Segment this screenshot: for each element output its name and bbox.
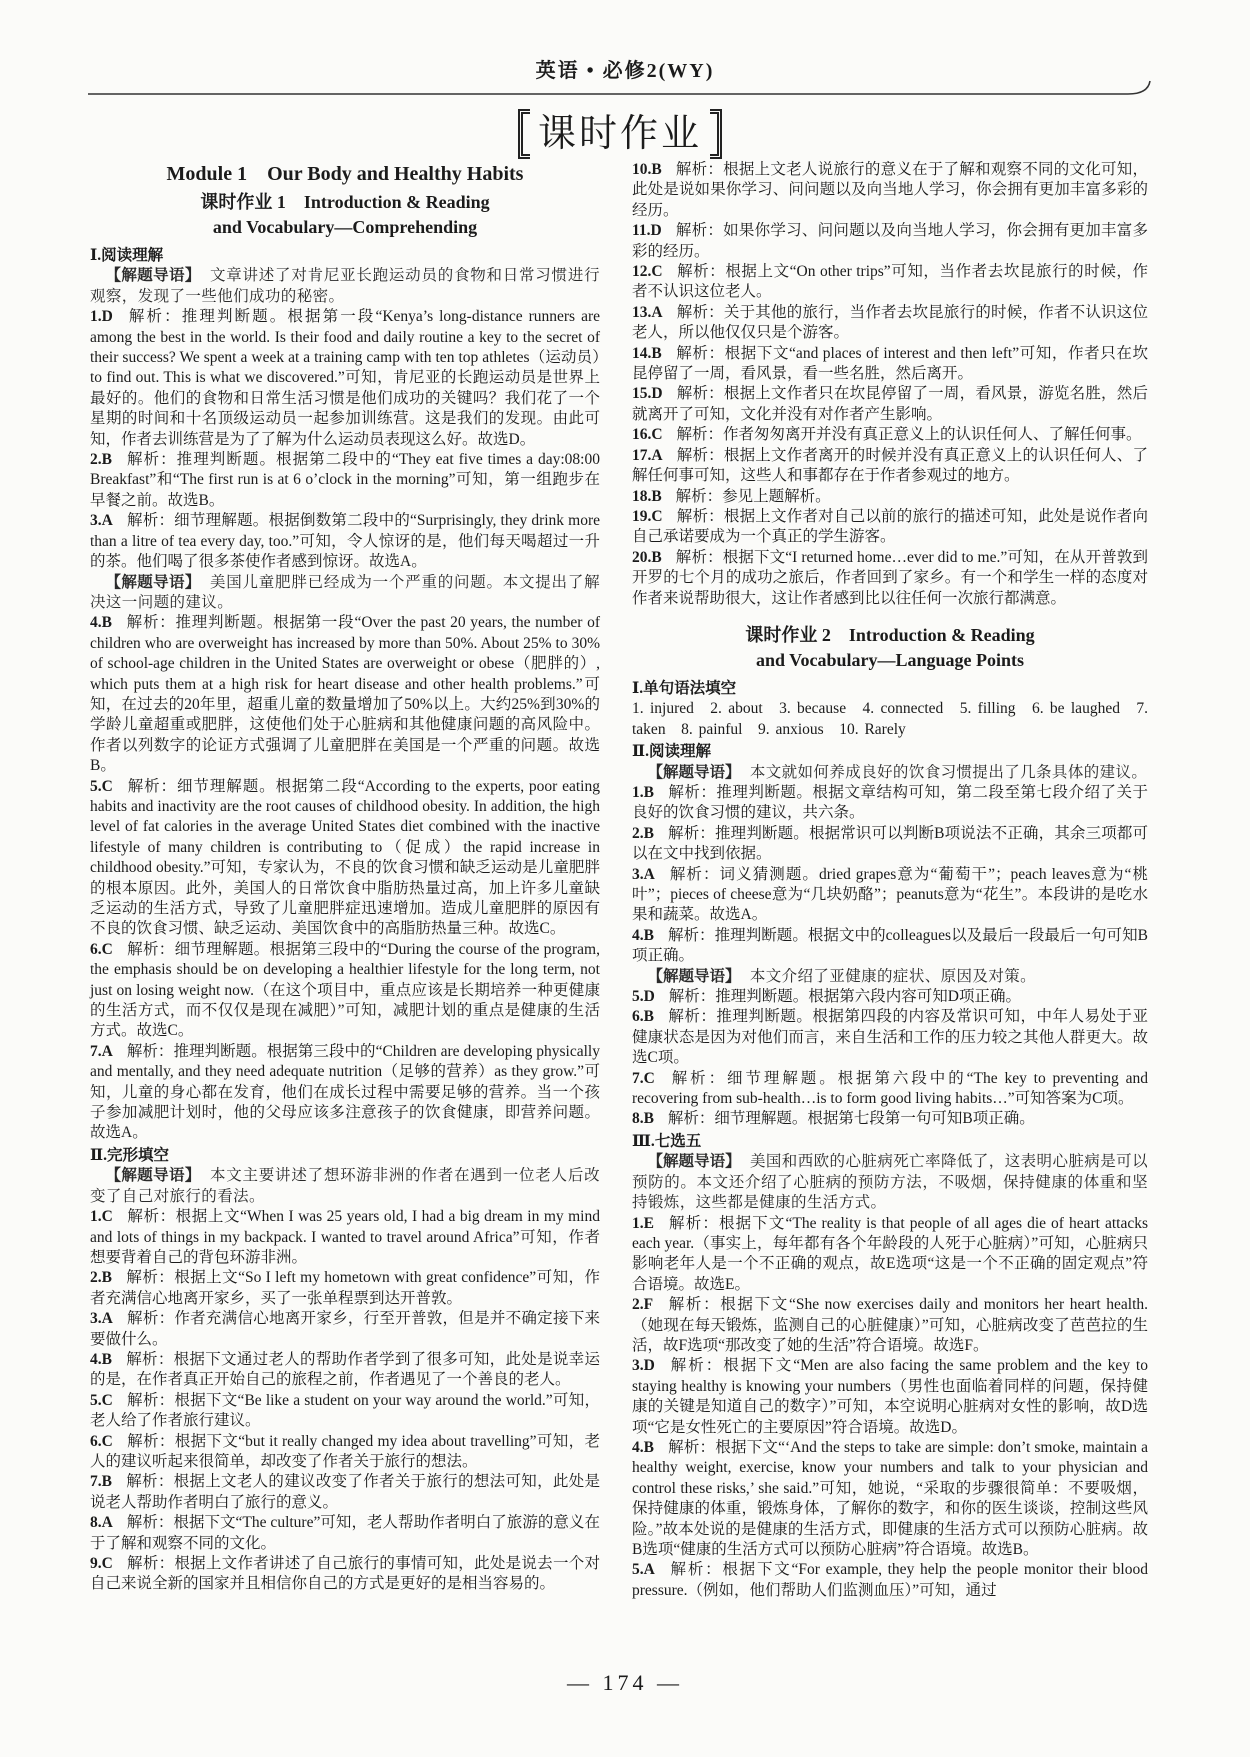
answer-item bbox=[632, 783, 1148, 824]
answer-explanation: 解析：根据上文作者离开的时候并没有真正意义上的认识任何人、了解任何事可知，这些人和事都存在于作者参观过的地方。 bbox=[632, 446, 1148, 485]
answer-explanation: 解析：细节理解题。根据第六段中的“The key to preventing and recovering from sub-health…is to form good living habits…”可知答案为C项。 bbox=[632, 1069, 1148, 1108]
answer-number: 2.B bbox=[90, 1269, 112, 1287]
answer-explanation: 解析：根据上文“When I was 25 years old, I had a big dream in my mind and lots of things in my backpack. I wanted to travel around Africa”可知，作者想要背着自己的背包环游非洲。 bbox=[90, 1208, 600, 1266]
answer-explanation: 解析：参见上题解析。 bbox=[675, 487, 831, 505]
answer-number: 6.B bbox=[632, 1008, 654, 1026]
answer-explanation: 解析：如果你学习、问问题以及向当地人学习，你会拥有更加丰富多彩的经历。 bbox=[632, 222, 1148, 260]
page-number: — 174 — bbox=[567, 1670, 683, 1695]
answer-number: 17.A bbox=[632, 446, 663, 464]
answer-number: 1.E bbox=[632, 1214, 654, 1232]
answer-explanation: 解析：根据下文“and places of interest and then left”可知，作者只在坎昆停留了一周，看风景，看一些名胜，然后离开。 bbox=[632, 344, 1148, 383]
guide-label: 【解题导语】 bbox=[647, 763, 741, 781]
answer-number: 4.B bbox=[632, 1438, 654, 1456]
answer-item bbox=[632, 987, 1148, 1007]
answer-item bbox=[632, 1560, 1148, 1601]
answer-item bbox=[632, 303, 1148, 344]
answer-explanation: 解析：推理判断题。根据第一段“Over the past 20 years, the number of children who are overweight has increased by more than 50%. About 25% to 30% of school-age children in the United States are overweight or obese（肥胖的）, which puts them at a high risk for heart disease and other health problems.”可知，在过去的20年里，超重儿童的数量增加了50%以上。大约25%到30%的学龄儿童超重或肥胖，这使他们处于心脏病和其他健康问题的高风险中。作者以列数字的论证方式强调了儿童肥胖在美国是一个严重的问题。故选B。 bbox=[90, 614, 600, 775]
answer-item bbox=[632, 160, 1148, 221]
answer-number: 2.F bbox=[632, 1296, 654, 1314]
answer-item bbox=[632, 446, 1148, 487]
answer-explanation: 解析：根据下文“She now exercises daily and monitors her heart health.（她现在每天锻炼，监测自己的心脏健康）”可知，心脏病改变了芭芭拉的生活，故F选项“那改变了她的生活”符合语境。故选F。 bbox=[632, 1296, 1148, 1354]
answer-number: 20.B bbox=[632, 548, 662, 566]
answer-number: 3.A bbox=[90, 512, 113, 530]
answer-item bbox=[90, 1391, 600, 1432]
answer-explanation: 解析：推理判断题。根据常识可以判断B项说法不正确，其余三项都可以在文中找到依据。 bbox=[632, 824, 1148, 863]
answer-number: 4.B bbox=[90, 614, 112, 632]
answer-explanation: 解析：根据下文“Men are also facing the same problem and the key to staying healthy is knowing your numbers（男性也面临着同样的问题，保持健康的关键是知道自己的数字）”可知，本空说明心脏病对女性的影响，故D选项“它是女性死亡的主要原因”符合语境。故选D。 bbox=[632, 1357, 1148, 1436]
banner bbox=[518, 106, 722, 162]
answer-number: 5.C bbox=[90, 1391, 113, 1409]
lesson-subtitle: and Vocabulary—Comprehending bbox=[212, 217, 478, 237]
answer-number: 8.A bbox=[90, 1514, 113, 1532]
answer-explanation: 解析：推理判断题。根据第三段中的“Children are developing physically and mentally, and they need adequate nutrition（足够的营养）as they grow.”可知，儿童的身心都在发育，他们在成长过程中需要足够的营养。当一个孩子参加减肥计划时，他的父母应该多注意孩子的饮食健康，即营养问题。故选A。 bbox=[90, 1042, 600, 1142]
guide-label: 【解题导语】 bbox=[105, 1167, 201, 1185]
answer-item bbox=[632, 1007, 1148, 1068]
answer-item bbox=[90, 613, 600, 776]
answer-explanation: 解析：根据上文老人说旅行的意义在于了解和观察不同的文化可知，此处是说如果你学习、问问题以及向当地人学习，你会拥有更加丰富多彩的经历。 bbox=[632, 161, 1148, 219]
answer-number: 7.B bbox=[90, 1473, 112, 1491]
answer-explanation: 解析：根据上文作者只在坎昆停留了一周，看风景，游览名胜，然后就离开了可知，文化并没有对作者产生影响。 bbox=[632, 385, 1148, 423]
answer-item bbox=[632, 221, 1148, 262]
solution-guide bbox=[90, 573, 600, 614]
answer-item bbox=[632, 507, 1148, 548]
answer-item bbox=[90, 307, 600, 450]
left-bracket bbox=[518, 109, 530, 159]
answer-explanation: 解析：推理判断题。根据第一段“Kenya’s long-distance runners are among the best in the world. Is their food and daily routine a key to the secret of their success? We spent a week at a training camp with ten top athletes（运动员）to find out. This is what we discovered.”可知，肯尼亚的长跑运动员是世界上最好的。他们的食物和日常生活习惯是他们成功的关键吗？我们花了一个星期的时间和十名顶级运动员一起参加训练营。这是我们的发现。由此可知，作者去训练营是为了了解为什么运动员表现这么好。故选D。 bbox=[90, 308, 600, 448]
banner-title: 课时作业 bbox=[537, 113, 702, 155]
section-heading: Ⅱ.完形填空 bbox=[90, 1146, 169, 1164]
answer-item bbox=[632, 1069, 1148, 1110]
answer-explanation: 解析：推理判断题。根据第四段的内容及常识可知，中年人易处于亚健康状态是因为对他们而言，来自生活和工作的压力较之其他人群更大。故选C项。 bbox=[632, 1008, 1148, 1067]
solution-guide bbox=[90, 266, 600, 307]
answer-explanation: 解析：根据下文“The culture”可知，老人帮助作者明白了旅游的意义在于了解和观察不同的文化。 bbox=[90, 1514, 600, 1552]
answer-number: 6.C bbox=[90, 940, 113, 958]
answer-number: 3.D bbox=[632, 1357, 655, 1375]
answer-number: 1.C bbox=[90, 1208, 113, 1226]
answer-item bbox=[632, 425, 1148, 445]
answer-item bbox=[632, 487, 1148, 507]
answer-item bbox=[90, 1268, 600, 1309]
answer-explanation: 解析：根据下文“Be like a student on your way around the world.”可知，老人给了作者旅行建议。 bbox=[90, 1391, 600, 1430]
answer-number: 18.B bbox=[632, 487, 662, 505]
answer-explanation: 解析：根据下文“For example, they help the people monitor their blood pressure.（例如，他们帮助人们监测血压）”可知，通过 bbox=[632, 1561, 1148, 1599]
answer-item bbox=[90, 1432, 600, 1473]
answer-explanation: 解析：细节理解题。根据第三段中的“During the course of the program, the emphasis should be on developing a healthier lifestyle for the long term, not just on losing weight now.（在这个项目中，重点应该是长期培养一种更健康的生活方式，而不仅仅是现在减肥）”可知，减肥计划的重点是健康的生活方式。故选C。 bbox=[90, 940, 600, 1040]
fill-in-answers: 1. injured 2. about 3. because 4. connected 5. filling 6. be laughed 7. taken 8. painful 9. anxious 10. Rarely bbox=[632, 700, 1148, 738]
answer-explanation: 解析：作者充满信心地离开家乡，行至开普敦，但是并不确定接下来要做什么。 bbox=[90, 1310, 600, 1348]
answer-explanation: 解析：根据下文“I returned home…ever did to me.”可知，在从开普敦到开罗的七个月的成功之旅后，作者回到了家乡。有一个和学生一样的态度对作者来说帮助很大，这让作者感到比以往任何一次旅行都满意。 bbox=[632, 548, 1148, 607]
answer-item bbox=[90, 450, 616, 511]
answer-item bbox=[632, 344, 1148, 385]
answer-number: 9.C bbox=[90, 1555, 113, 1572]
answer-number: 4.B bbox=[632, 926, 654, 944]
answer-number: 7.A bbox=[90, 1042, 113, 1060]
answer-number: 1.B bbox=[632, 783, 654, 801]
answer-item bbox=[632, 926, 1148, 967]
answer-number: 6.C bbox=[90, 1432, 113, 1450]
answer-number: 2.B bbox=[90, 451, 112, 469]
answer-item bbox=[632, 865, 1148, 926]
answer-explanation: 解析：细节理解题。根据倒数第二段中的“Surprisingly, they drink more than a litre of tea every day, too.”可知，令人惊讶的是，他们每天喝超过一升的茶。他们喝了很多茶使作者感到惊讶。故选A。 bbox=[90, 512, 600, 571]
answer-explanation: 解析：根据下文通过老人的帮助作者学到了很多可知，此处是说幸运的是，在作者真正开始自己的旅程之前，作者遇见了一个善良的老人。 bbox=[90, 1350, 600, 1389]
header-rule bbox=[0, 78, 1250, 104]
answer-number: 3.A bbox=[90, 1310, 113, 1328]
guide-label: 【解题导语】 bbox=[647, 967, 741, 985]
answer-item bbox=[90, 1309, 600, 1350]
answer-number: 15.D bbox=[632, 385, 663, 403]
solution-guide bbox=[90, 1166, 600, 1207]
solution-guide bbox=[632, 763, 1148, 783]
answer-item bbox=[90, 1513, 600, 1554]
guide-label: 【解题导语】 bbox=[105, 573, 201, 591]
answer-item bbox=[632, 824, 1148, 865]
answer-number: 13.A bbox=[632, 303, 663, 321]
answer-item bbox=[632, 1356, 1148, 1438]
guide-label: 【解题导语】 bbox=[647, 1153, 741, 1171]
solution-guide bbox=[632, 967, 1148, 987]
answer-item bbox=[632, 384, 1148, 425]
right-column bbox=[632, 160, 1148, 1660]
right-bracket bbox=[710, 109, 722, 159]
guide-text: 本文主要讲述了想环游非洲的作者在遇到一位老人后改变了自己对旅行的看法。 bbox=[90, 1167, 600, 1205]
guide-label: 【解题导语】 bbox=[105, 267, 201, 285]
section-heading: Ⅰ.阅读理解 bbox=[90, 247, 164, 264]
answer-explanation: 解析：关于其他的旅行，当作者去坎昆旅行的时候，作者不认识这位老人，所以他仅仅只是个游客。 bbox=[632, 303, 1148, 342]
answer-explanation: 解析：根据上文老人的建议改变了作者关于旅行的想法可知，此处是说老人帮助作者明白了旅行的意义。 bbox=[90, 1473, 600, 1511]
answer-number: 11.D bbox=[632, 222, 662, 240]
answer-item bbox=[90, 1472, 600, 1513]
answer-number: 19.C bbox=[632, 507, 663, 525]
answer-item bbox=[90, 1207, 600, 1268]
answer-number: 2.B bbox=[632, 824, 654, 842]
answer-explanation: 解析：根据上文“On other trips”可知，当作者去坎昆旅行的时候，作者不认识这位老人。 bbox=[632, 263, 1148, 301]
answer-explanation: 解析：根据下文“‘And the steps to take are simple: don’t smoke, maintain a healthy weight, exercise, know your numbers and talk to your physician and control these risks,’ she said.”可知，她说，“采取的步骤很简单：不要吸烟，保持健康的体重，锻炼身体，了解你的数字，和你的医生谈谈，控制这些风险。”故本处说的是健康的生活方式，即健康的生活方式可以预防心脏病。故B选项“健康的生活方式可以预防心脏病”符合语境。故选B。 bbox=[632, 1438, 1148, 1558]
answer-explanation: 解析：推理判断题。根据第六段内容可知D项正确。 bbox=[668, 988, 1021, 1006]
answer-explanation: 解析：根据上文作者对自己以前的旅行的描述可知，此处是说作者向自己承诺要成为一个真正的学生游客。 bbox=[632, 507, 1148, 546]
answer-item bbox=[90, 1350, 600, 1391]
section-heading: Ⅰ.单句语法填空 bbox=[632, 679, 737, 697]
answer-explanation: 解析：推理判断题。根据文章结构可知，第二段至第七段介绍了关于良好的饮食习惯的建议，共六条。 bbox=[632, 783, 1148, 822]
answer-number: 5.A bbox=[632, 1561, 655, 1579]
answer-number: 1.D bbox=[90, 308, 113, 326]
section-heading: Ⅲ.七选五 bbox=[632, 1132, 702, 1150]
answer-number: 16.C bbox=[632, 426, 663, 444]
answer-item bbox=[632, 262, 1148, 303]
answer-item bbox=[90, 777, 600, 940]
answer-item bbox=[632, 548, 1148, 609]
answer-number: 3.A bbox=[632, 865, 655, 883]
running-head: 英语 • 必修2(WY) bbox=[535, 60, 715, 82]
guide-text: 本文就如何养成良好的饮食习惯提出了几条具体的建议。 bbox=[749, 763, 1148, 781]
answer-explanation: 解析：根据下文“The reality is that people of all ages die of heart attacks each year.（事实上，每年都有各个年龄段的人死于心脏病）”可知，心脏病只影响老年人是一个不正确的观点，故E选项“这是一个不正确的固定观点”符合语境。故选E。 bbox=[632, 1214, 1148, 1293]
section-heading: Ⅱ.阅读理解 bbox=[632, 743, 711, 761]
answer-number: 10.B bbox=[632, 161, 662, 178]
lesson-subtitle: and Vocabulary—Language Points bbox=[755, 649, 1025, 670]
guide-text: 美国和西欧的心脏病死亡率降低了，这表明心脏病是可以预防的。本文还介绍了心脏病的预防方法，不吸烟，保持健康的体重和坚持锻炼，这些都是健康的生活方式。 bbox=[632, 1153, 1148, 1212]
answer-number: 5.D bbox=[632, 988, 655, 1006]
answer-explanation: 解析：细节理解题。根据第二段“According to the experts, poor eating habits and inactivity are the root causes of childhood obesity. In addition, the high level of fat calories in the average United States diet combined with the inactive lifestyle of many children is contributing to（促成）the rapid increase in childhood obesity.”可知，专家认为，不良的饮食习惯和缺乏运动是儿童肥胖的根本原因。此外，美国人的日常饮食中脂肪热量过高，加上许多儿童缺乏运动的生活方式，导致了儿童肥胖症迅速增加。造成儿童肥胖的原因有不良的饮食习惯、缺乏运动、美国饮食中的高脂肪热量三种。故选C。 bbox=[90, 777, 600, 938]
answer-item bbox=[632, 1214, 1148, 1296]
answer-item bbox=[90, 1042, 600, 1144]
answer-item bbox=[632, 1438, 1148, 1560]
answer-explanation: 解析：词义猜测题。dried grapes意为“葡萄干”；peach leaves意为“桃叶”；pieces of cheese意为“几块奶酪”；peanuts意为“花生”。本段讲的是吃水果和蔬菜。故选A。 bbox=[632, 865, 1148, 924]
answer-explanation: 解析：细节理解题。根据第七段第一句可知B项正确。 bbox=[667, 1110, 1035, 1128]
answer-explanation: 解析：推理判断题。根据文中的colleagues以及最后一段最后一句可知B项正确。 bbox=[632, 926, 1148, 965]
answer-explanation: 解析：作者匆匆离开并没有真正意义上的认识任何人、了解任何事。 bbox=[676, 426, 1142, 444]
lesson-title: 课时作业 1 Introduction & Reading bbox=[200, 192, 490, 212]
guide-text: 美国儿童肥胖已经成为一个严重的问题。本文提出了解决这一问题的建议。 bbox=[90, 573, 600, 611]
answer-number: 8.B bbox=[632, 1110, 654, 1128]
guide-text: 文章讲述了对肯尼亚长跑运动员的食物和日常习惯进行观察，发现了一些他们成功的秘密。 bbox=[90, 267, 600, 305]
answer-item bbox=[90, 511, 600, 572]
answer-explanation: 解析：根据上文“So I left my hometown with great confidence”可知，作者充满信心地离开家乡，买了一张单程票到达开普敦。 bbox=[90, 1269, 600, 1307]
answer-number: 7.C bbox=[632, 1069, 655, 1087]
left-column bbox=[90, 160, 616, 1660]
answer-explanation: 解析：根据上文作者讲述了自己旅行的事情可知，此处是说去一个对自己来说全新的国家并且相信你自己的方式是更好的是相当容易的。 bbox=[90, 1555, 600, 1593]
answer-number: 14.B bbox=[632, 344, 662, 362]
answer-item bbox=[632, 1295, 1148, 1356]
answer-number: 5.C bbox=[90, 777, 113, 795]
answer-number: 4.B bbox=[90, 1350, 112, 1368]
answer-item bbox=[632, 1109, 1148, 1129]
lesson-title: 课时作业 2 Introduction & Reading bbox=[745, 624, 1035, 645]
answer-explanation: 解析：根据下文“but it really changed my idea about travelling”可知，老人的建议听起来很简单，却改变了作者关于旅行的想法。 bbox=[90, 1432, 600, 1470]
solution-guide bbox=[632, 1152, 1148, 1213]
answer-item bbox=[90, 940, 600, 1042]
module-title: Module 1 Our Body and Healthy Habits bbox=[166, 163, 524, 185]
answer-explanation: 解析：推理判断题。根据第二段中的“They eat five times a day:08:00 Breakfast”和“The first run is at 6 o’clock in the morning”可知，第一组跑步在早餐之前。故选B。 bbox=[90, 451, 616, 509]
answer-item bbox=[90, 1554, 600, 1595]
guide-text: 本文介绍了亚健康的症状、原因及对策。 bbox=[749, 967, 1037, 985]
answer-number: 12.C bbox=[632, 263, 663, 281]
